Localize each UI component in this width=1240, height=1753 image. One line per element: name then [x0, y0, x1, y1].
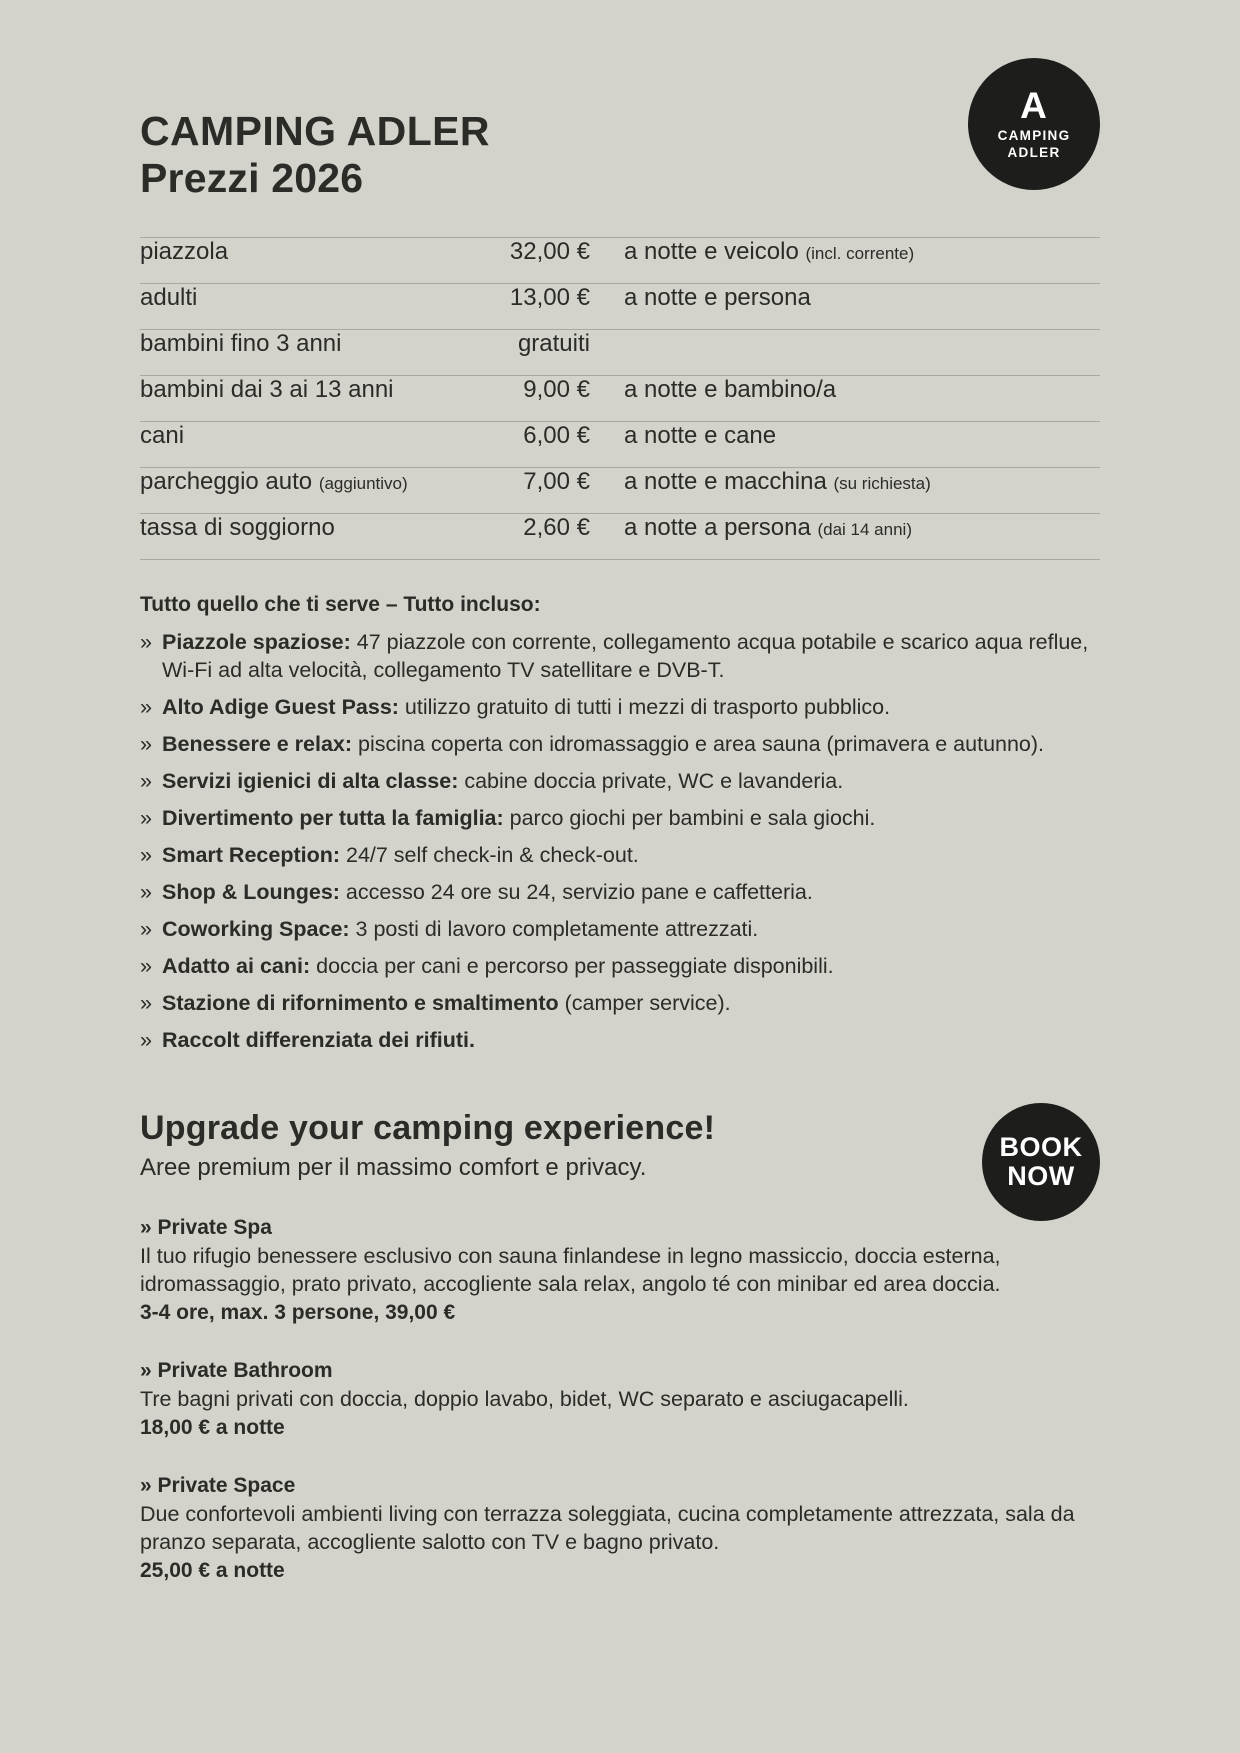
bullet-icon: »	[140, 630, 152, 655]
offer-price: 3-4 ore, max. 3 persone, 39,00 €	[140, 1300, 456, 1324]
list-item-bold: Benessere e relax:	[162, 732, 353, 757]
row-price: 13,00 €	[509, 284, 590, 312]
list-item-bold: Alto Adige Guest Pass:	[162, 695, 399, 720]
row-note	[590, 468, 931, 496]
offer-private-spa	[140, 1216, 1100, 1325]
offer-description: Due confortevoli ambienti living con terrazza soleggiata, cucina completamente attrezzata, sala da pranzo separata, accogliente salotto con TV e bagno privato.	[140, 1501, 1075, 1555]
upgrade-title: Upgrade your camping experience!	[140, 1108, 716, 1147]
list-item-rest: 3 posti di lavoro completamente attrezzati.	[349, 916, 759, 941]
list-item-rest: cabine doccia private, WC e lavanderia.	[458, 769, 844, 794]
offer-title: » Private Space	[140, 1473, 296, 1497]
row-label-text: adulti	[140, 284, 198, 312]
row-label	[140, 468, 455, 496]
row-price: gratuiti	[517, 330, 590, 358]
table-row	[140, 514, 1100, 560]
list-item-text	[162, 805, 875, 833]
row-label	[140, 330, 455, 358]
title-line-camping-adler: CAMPING ADLER	[140, 108, 490, 154]
price-table	[140, 237, 1100, 560]
list-item-rest: piscina coperta con idromassaggio e area sauna (primavera e autunno).	[352, 732, 1045, 757]
table-row	[140, 284, 1100, 330]
list-item-bold: Adatto ai cani:	[162, 953, 311, 978]
list-item-bold: Servizi igienici di alta classe:	[162, 769, 459, 794]
list-item-text	[162, 990, 731, 1018]
upgrade-subtitle: Aree premium per il massimo comfort e privacy.	[140, 1153, 647, 1181]
row-note-text: a notte e cane	[624, 422, 777, 450]
list-item-bold: Smart Reception:	[162, 843, 341, 868]
list-item-text	[162, 879, 813, 907]
bullet-icon: »	[140, 953, 152, 978]
row-note-small: (dai 14 anni)	[817, 520, 912, 540]
row-note-text: a notte a persona	[624, 514, 811, 542]
list-item-text	[162, 1027, 475, 1055]
row-note-text: a notte e bambino/a	[624, 376, 837, 404]
logo-text-adler: ADLER	[1007, 144, 1061, 160]
list-item-bold: Coworking Space:	[162, 916, 350, 941]
list-item-text	[162, 694, 890, 722]
list-item-text	[162, 629, 1100, 685]
row-label-text: tassa di soggiorno	[140, 514, 335, 542]
table-row	[140, 376, 1100, 422]
list-item-bold: Piazzole spaziose:	[162, 630, 351, 655]
row-note-small: (incl. corrente)	[805, 244, 915, 264]
bullet-icon: »	[140, 695, 152, 720]
row-label	[140, 514, 455, 542]
page-title	[140, 108, 1100, 201]
table-row	[140, 330, 1100, 376]
list-item-rest: 47 piazzole con corrente, collegamento acqua potabile e scarico aqua reflue, Wi-Fi ad alta velocità, collegamento TV satellitare e DVB-T.	[162, 630, 1089, 683]
row-price: 32,00 €	[509, 238, 590, 266]
list-item	[140, 953, 1100, 981]
bullet-icon: »	[140, 916, 152, 941]
list-item-bold: Shop & Lounges:	[162, 880, 340, 905]
list-item	[140, 916, 1100, 944]
document-header	[140, 0, 1100, 201]
row-note	[590, 422, 776, 450]
list-item	[140, 768, 1100, 796]
row-label	[140, 284, 455, 312]
book-now-line1: BOOK	[999, 1132, 1083, 1163]
row-price: 6,00 €	[523, 422, 590, 450]
row-price: 2,60 €	[523, 514, 590, 542]
offer-price: 18,00 € a notte	[140, 1415, 285, 1439]
row-note	[590, 376, 836, 404]
offer-description: Il tuo rifugio benessere esclusivo con sauna finlandese in legno massiccio, doccia esterna, idromassaggio, prato privato, accogliente sala relax, angolo té con minibar ed area doccia.	[140, 1243, 1001, 1297]
list-item-text	[162, 768, 843, 796]
row-note-small: (su richiesta)	[833, 474, 931, 494]
list-item-bold: Raccolt differenziata dei rifiuti.	[162, 1027, 475, 1052]
offer-private-space	[140, 1474, 1100, 1583]
offer-private-bathroom	[140, 1359, 1100, 1440]
row-label-small: (aggiuntivo)	[318, 474, 408, 494]
list-item	[140, 1027, 1100, 1055]
logo-text-camping: CAMPING	[997, 127, 1071, 143]
list-item-rest: (camper service).	[558, 990, 731, 1015]
row-note-text: a notte e veicolo	[624, 238, 799, 266]
row-price: 9,00 €	[523, 376, 590, 404]
list-item-text	[162, 842, 639, 870]
bullet-icon: »	[140, 880, 152, 905]
row-note	[590, 514, 912, 542]
table-row	[140, 422, 1100, 468]
book-now-line2: NOW	[1007, 1160, 1075, 1191]
row-label-text: parcheggio auto	[140, 468, 313, 496]
row-note-text: a notte e persona	[624, 284, 811, 312]
list-item	[140, 990, 1100, 1018]
upgrade-section	[140, 1109, 1100, 1583]
offer-title: » Private Spa	[140, 1215, 272, 1239]
row-label-text: bambini fino 3 anni	[140, 330, 342, 358]
list-item	[140, 842, 1100, 870]
included-list	[140, 629, 1100, 1054]
list-item-rest: 24/7 self check-in & check-out.	[340, 843, 639, 868]
list-item-rest: accesso 24 ore su 24, servizio pane e caffetteria.	[339, 880, 813, 905]
offer-description: Tre bagni privati con doccia, doppio lavabo, bidet, WC separato e asciugacapelli.	[140, 1386, 909, 1411]
bullet-icon: »	[140, 769, 152, 794]
included-section-title: Tutto quello che ti serve – Tutto incluso:	[140, 593, 541, 617]
row-note	[590, 238, 914, 266]
list-item-text	[162, 731, 1044, 759]
list-item-bold: Divertimento per tutta la famiglia:	[162, 806, 504, 831]
row-label-text: piazzola	[140, 238, 229, 266]
list-item-text	[162, 916, 758, 944]
offer-title: » Private Bathroom	[140, 1358, 333, 1382]
title-line-prezzi: Prezzi 2026	[140, 154, 364, 201]
row-label	[140, 238, 455, 266]
camping-adler-logo	[968, 58, 1100, 190]
row-label-text: cani	[140, 422, 185, 450]
bullet-icon: »	[140, 843, 152, 868]
list-item-text	[162, 953, 834, 981]
book-now-button[interactable]	[982, 1103, 1100, 1221]
row-note	[590, 284, 811, 312]
table-row	[140, 468, 1100, 514]
list-item-rest: doccia per cani e percorso per passeggiate disponibili.	[310, 953, 834, 978]
list-item	[140, 694, 1100, 722]
row-label	[140, 422, 455, 450]
table-row	[140, 238, 1100, 284]
list-item	[140, 731, 1100, 759]
bullet-icon: »	[140, 732, 152, 757]
row-price: 7,00 €	[523, 468, 590, 496]
offer-price: 25,00 € a notte	[140, 1558, 285, 1582]
list-item	[140, 629, 1100, 685]
logo-monogram-icon: A	[1020, 84, 1048, 126]
row-label	[140, 376, 455, 404]
list-item	[140, 879, 1100, 907]
list-item	[140, 805, 1100, 833]
bullet-icon: »	[140, 990, 152, 1015]
list-item-rest: parco giochi per bambini e sala giochi.	[503, 806, 876, 831]
bullet-icon: »	[140, 806, 152, 831]
list-item-bold: Stazione di rifornimento e smaltimento	[162, 990, 559, 1015]
row-note-text: a notte e macchina	[624, 468, 827, 496]
list-item-rest: utilizzo gratuito di tutti i mezzi di trasporto pubblico.	[398, 695, 891, 720]
row-label-text: bambini dai 3 ai 13 anni	[140, 376, 394, 404]
bullet-icon: »	[140, 1027, 152, 1052]
